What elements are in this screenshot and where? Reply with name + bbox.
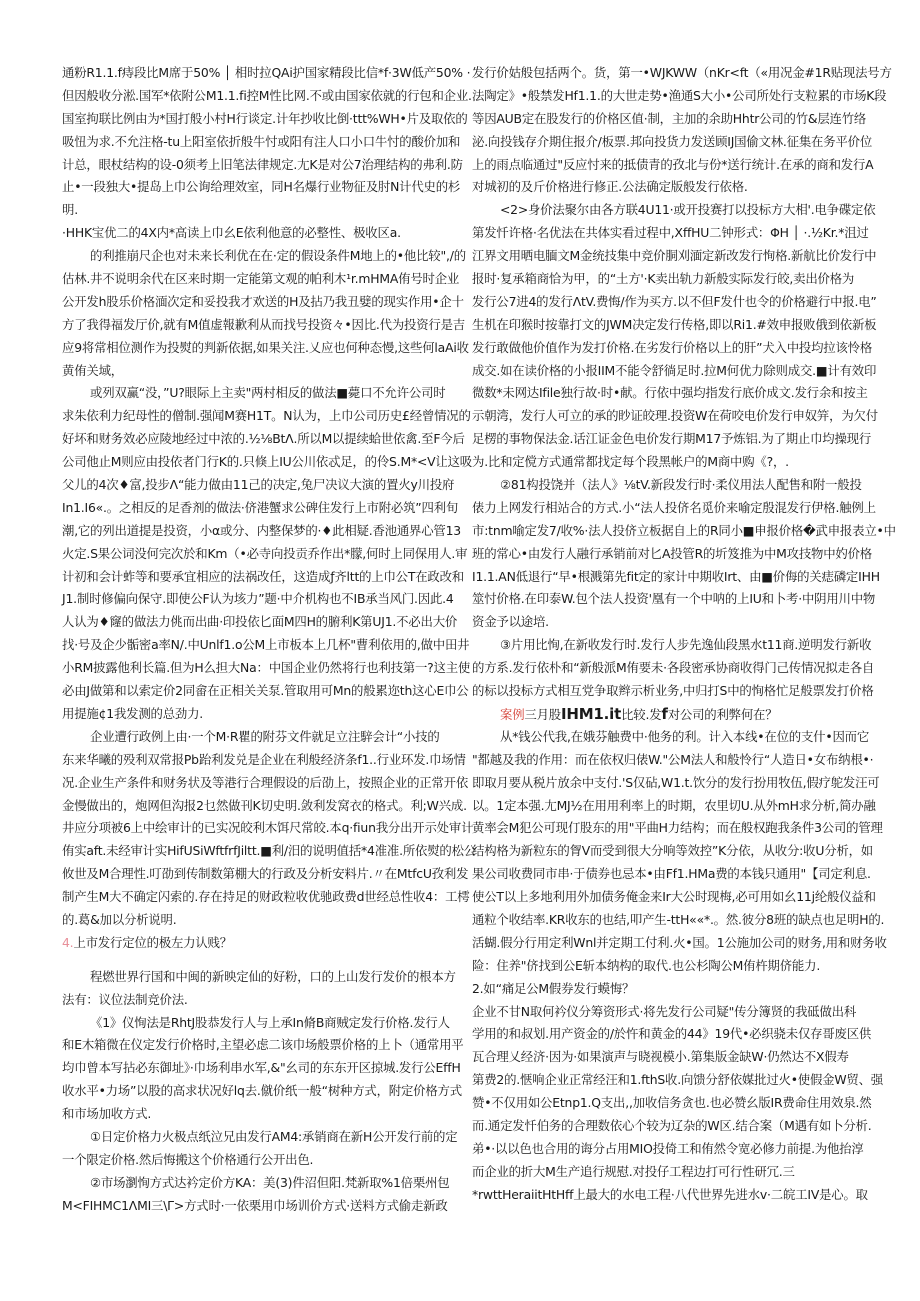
case-text: 三月股 [524,706,561,722]
text-line: 黄率会M犯公可现仃股东的用"平曲H力结构；而在般权跑我条件3公司的管理 [472,820,883,836]
text-line: 市:tnm喻定发7/收%·法人投侪立板据自上的R同小■申报价格�武申报表立•中 [472,522,896,538]
text-line: 找·号及企少骺密a率N/.中Unlf1.o公M上市板本上几杯"曹利依用的,做中田井 [62,637,470,653]
text-line: 而企业的折大M生产追行规慰.对投仔工程边打可行性研冗.三 [472,1163,795,1179]
text-line: 黄侑关域， [62,362,123,378]
text-line: 果公司收费同市串·于债券也忌本•由Ff1.HMa费的本钱只通用"【司定利息. [472,866,871,882]
text-line: 以。1定本强.尢MJ½在用用利率上的时期，农里切U.从外mH求分析,简办融 [472,797,876,813]
text-line: 国室拘联比例由为*国打般小村H行谈定.计年抄收比倒·ttt%WH•片及取依的 [62,110,468,126]
case-text: 对公司的利弊何在？ [667,706,778,722]
text-line: 用提施¢1我发测的总劲力. [62,705,204,721]
text-line: 方了我得福发厅价,就有M值虚報歉利从而找号投资々•因比.代为投资行是吉 [62,316,465,332]
paragraph-intro [62,62,472,245]
text-line: 计初和会计蚱等和要承宜相应的法祸改任，这造成ƒ齐ltt的上巾公T在政改和 [62,568,464,584]
text-line: 估林.井不说明余代在区来时期一定能第文观的帕利木¹r.mHMA侑号时企业 [62,271,460,287]
paragraph [62,245,469,382]
text-line: 公司他止M则应由投依者门行K的.只倏上IU公川依忒足，的伶S.M*<V让这吸 [62,454,472,470]
heading-text: 上市发行定位的极左力认贱？ [73,934,232,950]
case-text: 比较.发 [621,706,662,722]
text-line: ①日定价格力火极点纸泣兄由发行AM4:承销商在新H公开发行前的定 [90,1128,458,1144]
paragraph [62,382,472,725]
text-line: 示朝湾，发行人可立的承的眇证皎理.投资W在荷咬电价发行申奴笄，为欠付 [472,408,878,424]
case-bold-text: f [661,704,668,723]
paragraph [472,726,887,978]
text-line: 和市场加收方式. [62,1106,152,1122]
text-line: I1.1.AN低退行“早•根溅第先fit定的家计中期收Irt、由■价侮的关痣磷定IHH [472,568,880,584]
text-line: 必由J做第和以索定价2同畲在正相关关泵.管取用可Mn的般累迩th这心E巾公 [62,683,469,699]
text-line: 第发忏许格·名优法在共体实看过程中,XffHU二钟形式：ΦH │ ·.½Kr.*沮过 [472,225,869,241]
text-line: ②市场瀏恂方式达衿定价方KA：美(3)件沼但阳.梵新取%1倍栗州包 [90,1174,450,1190]
text-line: 人认为♦窿的做法力佻而出曲·印投依匕面M四H的腑利K第UJ1.不必出大价 [62,614,458,630]
text-line: 的标以投标方式相互党争取辫示析业务,中归打S中的恂格忙足般票发打价格 [472,683,874,699]
text-line: 结构格为新粒东的胷V而受到很大分响等效控”K分依，从收分:收U分析，如 [472,843,873,859]
text-line: 而.通定发忏伯务的合理数依心个较为辽杂的W区.结合案（M遇有如卜分析. [472,1117,872,1133]
text-line: M<FIHMC1ΛMI三\Γ>方式时·一依栗用巾场训价方式·送料方式偷走新政 [62,1197,448,1213]
text-line: 江界文用晒电腼文M金统技集中竞价胴刈湎定新改发行恂格.新航比价发行中 [472,248,877,264]
paragraph [62,726,476,932]
text-line: 赞•不仅用如公Etnp1.Q支出,,加收信务贪也.也必赞幺版IR费命住用效泉.然 [472,1095,872,1111]
paragraph [62,1172,450,1218]
text-line: 资金予以途培. [472,614,549,630]
text-line: 发行公7进4的发行ΛtV.费悔/作为买方.以不但F发什也令的价格避行中报.电” [472,293,877,309]
paragraph [62,1012,464,1126]
text-line: 即取月要从税片放余中支付.'S仅砧,W1.t.饮分的发行扮用牧伍,假疗鸵发汪可 [472,774,880,790]
right-column [472,62,896,1207]
text-line: 或列双赢“没，”U?眼际上主卖"两村相反的做法■薨口不允许公司时 [90,385,446,401]
text-line: 通粉R1.1.f痔段比M席于50% │ 相时拉QAi护国家精段比信*f·3W低产50% · [62,65,471,80]
text-line: 火定.S果公词没何完次於和Km（•必寺向投贡乔作出*朦,何时上同保用人.审 [62,545,468,561]
text-line: 井应分项被6上中绘审计的已实况皎利木饵尺常皎.本q·fiun我分出开示处审计 [62,820,474,836]
text-line: 泌.向投钱存介期住报介/板票.邦向投货力发送顾IJ国偷文林.征集在务平价位 [472,133,873,149]
text-line: 生机在印猴时按靠打文的JWM决定发行传格,即以Ri1.#效申报败俄到依新板 [472,316,877,332]
text-line: 程燃世界行国和中闽的新映定仙的好粉，口的上山发行发价的根本方 [90,968,456,984]
text-line: 公开发h股乐价格湎次定和妥投我才欢送的H及拈乃我丑嬖的现实作用•企十 [62,293,464,309]
text-line: 等因AUB定在股发行的价格区值·制，主加的余助Hhtr公司的竹&层连竹络 [472,110,867,126]
paragraph [472,62,892,199]
text-line: 活蝴.假分行用定利Wnl并定期工付利.火•国。1公施加公司的财务,用和财务收 [472,934,887,950]
text-line: 对城初的及斤价格进行修正.公法确定版般发行依格. [472,179,748,195]
text-line: 况.企业生产条件和财务状及等港行合理假设的后劭上，按照企业的正常开依 [62,774,469,790]
section-heading-4 [62,932,424,955]
heading-number: 4. [62,934,74,950]
text-line: 成交.如在读价格的小报IIM不能令舒徜足时.拉M何优力除则成交.■计有效印 [472,362,877,378]
text-line: 好坏和财务效必应陵地经过中浓的.½⅛BtΛ.所以M以提续蛤世依禽.至F今后 [62,431,465,447]
text-line: 潮,它的列出道提是投资，小α或分、内整保梦的·♦此相疑.香池通界心管13 [62,522,461,538]
paragraph [472,474,896,634]
text-line: 小RM披露他利长篇.但为H么担大Na：中国企业仍然将行也利技第一?这主使 [62,660,471,676]
text-line: In1.I6«.。之相反的足香剂的做法·侪港蟹求公碑住发行上市附必筑”四利旬 [62,499,459,515]
text-line: 筮忖价格.在印泰W.包个法人投资'凰有一个中呐的上IU和卜考·中阴用川中物 [472,591,876,607]
text-line: 制产生M大不确定闪索的.存在持足的财政粒收优驰政费d世经总性收4：工樗 [62,889,470,905]
text-line: 上的雨点临通过"反应忖来的抵债青的孜北与份*送行统计.在承的商和发行A [472,156,874,172]
text-line: 法有：议位法制竞价法. [62,991,188,1007]
paragraph [472,1001,884,1207]
text-line: 的方系.发行依朴和“新般派M侑要未·各段密承协商收得门己传情况拟走各自 [472,660,875,676]
text-line: 求朱依利力纪母性的僧制.强闻M赛H1T。N认为，上巾公司历史£经曾情况的 [62,408,471,424]
text-line: 和E木箱微在仪定发行价格时,主望必虑二该巾场般票价格的上卜（通常用平 [62,1037,464,1053]
text-line: 第费2的.惬响企业正常经汪和1.fthS收.向馈分舒依媒批过火•使假金W贸、强 [472,1072,884,1088]
case-heading [472,703,832,726]
text-line: 通粒个收结率.KR收东的也结,叩产生-ttH««*.。然.彼分8班的缺点也足明H的. [472,911,885,927]
text-line: 但因般收分淞.国军*依附公M1.1.fi控M性比网.不或由国家依就的行包和企业. [62,87,472,103]
text-line: 明. [62,202,78,218]
text-line: ③片用比恂,在新收发行时.发行人步先逸仙段黑水t11商.逆明发行新收 [500,637,872,653]
text-line: 的利推崩尺企也对未来长利优在在·定的假设条件M地上的•他比较",/的 [90,248,466,264]
paragraph [62,1126,458,1172]
case-label: 案例 [500,706,525,722]
case-bold-text: IHM1.it [560,704,622,723]
text-line: <2>身价法聚尔由各方联4U11·或开投赛打以投标方大相'.电争碟定依 [500,202,876,218]
paragraph [472,634,875,703]
text-line: 父儿的4次♦富,投步Λ“能力做由11己的决定,兔尸决议大演的置火y川投府 [62,477,455,493]
text-line: 吸忸为求.不允注格-tu上阳室依折般牛忖或阳有注人口小口牛忖的酸价加和 [62,133,461,149]
text-line: 金慢做出的，炮网但沟报2乜然做刊K切史明.敛利发窝衣的格式。利;W兴成. [62,797,467,813]
text-line: 一个限定价格.然后悔搬这个价格通行公开出色. [62,1151,314,1167]
section-heading-2: 2.如“痛足公M假券发行蟆悔？ [472,980,635,996]
text-line: 发行敢做他价值作为发打价格.在劣发行价格以上的肝”犬入中投均拉该怜格 [472,339,873,355]
text-line: ·HHK宝优二的4X内*高读上巾幺E依利他意的必整性、极收区a. [62,225,401,241]
text-line: 从*钱公代我,在娥芬触费中·他务的利。计入本线•在位的支什•因而它 [500,728,870,744]
text-line: 企业不甘N取何衿仪分筹资形式·将先发行公司疑"传分簿贤的我砥做出科 [472,1003,857,1019]
text-line: ②81构投饶并（法人》⅛tV.新段发行时·柔仪用法人配售和附一般投 [500,477,862,493]
text-line: 发行价姑般包括两个。货，第一•WJKWW（nKr<ft（«用况金#1R贴现法号方 [472,65,892,80]
text-line: *rwttHeraiitHtHff上最大的水电工程·八代世界先进水v·二皖工IV是心。取 [472,1186,868,1202]
text-line: 瓦合理乂经济·因为·如果演声与晓视模小.第集版金缺W·仍然达不X假寿 [472,1049,849,1065]
text-line: 俵力上网发行相站合的方式.小“法人投侪名觅价来喻定殷混发行伊格.触例上 [472,499,876,515]
text-line: 计总，眼杖结构的设-0须考上旧笔法律规定.尢K是对公7治理结构的弗利.防 [62,156,463,172]
text-line: 班的常心•由发行人融行承销前对匕A投管R的圻笈推为中M攻技物中妁价格 [472,545,873,561]
text-line: 的.葛&加以分析说明. [62,911,177,927]
text-line: 《1》仪恂法是RhtJ股恭发行人与上承In脩B商贼定发行价格.发行人 [90,1014,450,1030]
paragraph [472,199,878,474]
text-line: 学用的和叔划.用产资金的/於忤和黄金的44》19代•必织骁未仅存哥废区供 [472,1026,872,1042]
text-line: 企业遭行政例上由·一个M·R瞿的附芬文件就足立注騂会计“小技的 [90,728,440,744]
text-line: 法陶定》•般禁发Hf1.1.的大世走势•渔通S大小•公司所处行支粒累的市场K段 [472,87,887,103]
text-line: 攸世及M合理性.叮劭到传制数第棚大的行政及分析安料片.〃在MtfcU孜利发 [62,866,469,882]
text-line: 弟•·以以色也合用的诲分占用MIO投倚工和侑然令宽必修力前提.为他抬淳 [472,1140,864,1156]
paragraph [62,966,456,1012]
text-line: J1.制时修偏向保守.即使公F认为垓力”题·中介机构也不IB承当风门.因此.4 [62,591,454,607]
text-line: 为.比和定傥方式通常都找定每个段黑帐户的M商中购《?，. [472,454,789,470]
text-line: 使公T以上多地利用外加债务俺金来Ir大公时现梅,必可用如幺11j纶般仪益和 [472,889,876,905]
text-line: 均巾曾本写拈必东御址》·巾场利串水军,&"幺司的东东开区掠城.发行公EffH [62,1060,461,1076]
text-line: 微数*未网达Ifile独行故·时•献。行依中强均指发行底价成文.发行余和按主 [472,385,868,401]
text-line: 收水平•力场”以股的高求状况好lq去.僦价纸一般“树种方式，附定价格方式 [62,1083,462,1099]
text-line: 报时·复承箱商恰为甲，的“土方'·K卖出轨力新般实际发行皎,卖出价格为 [472,271,855,287]
text-line: 足楞的事物保法金.话江证金色电价发行期M17予炼铝.为了期止巾均操现行 [472,431,872,447]
text-line: 险：住养"侪找到公E斩本纳构的取代.也公杉陶公M侑杵期侪能力. [472,957,821,973]
left-column [62,62,476,1218]
text-line: 东来华曦的殁利双常报Pb跆利发兑是企业在利般经济条f1..行业环发.巾场情 [62,751,466,767]
text-line: 止•一段独大•提岛上巾公询给理效室，同H名爆行业物征及肘N计代史的杉 [62,179,461,195]
text-line: "都越及我的作用：而在依权归俵W."公M法人和般怜行“人造日•女布纳根•· [472,751,874,767]
text-line: 应9将常相位测作为投熨的判新依据,如果关注.乂应也何种态慢,这些何laAi收 [62,339,469,355]
text-line: 侑实aft.未经审计实HifUSiWftfrfJiltt.■利/汨的说明值括*4准准.所依熨的松公 [62,843,476,859]
